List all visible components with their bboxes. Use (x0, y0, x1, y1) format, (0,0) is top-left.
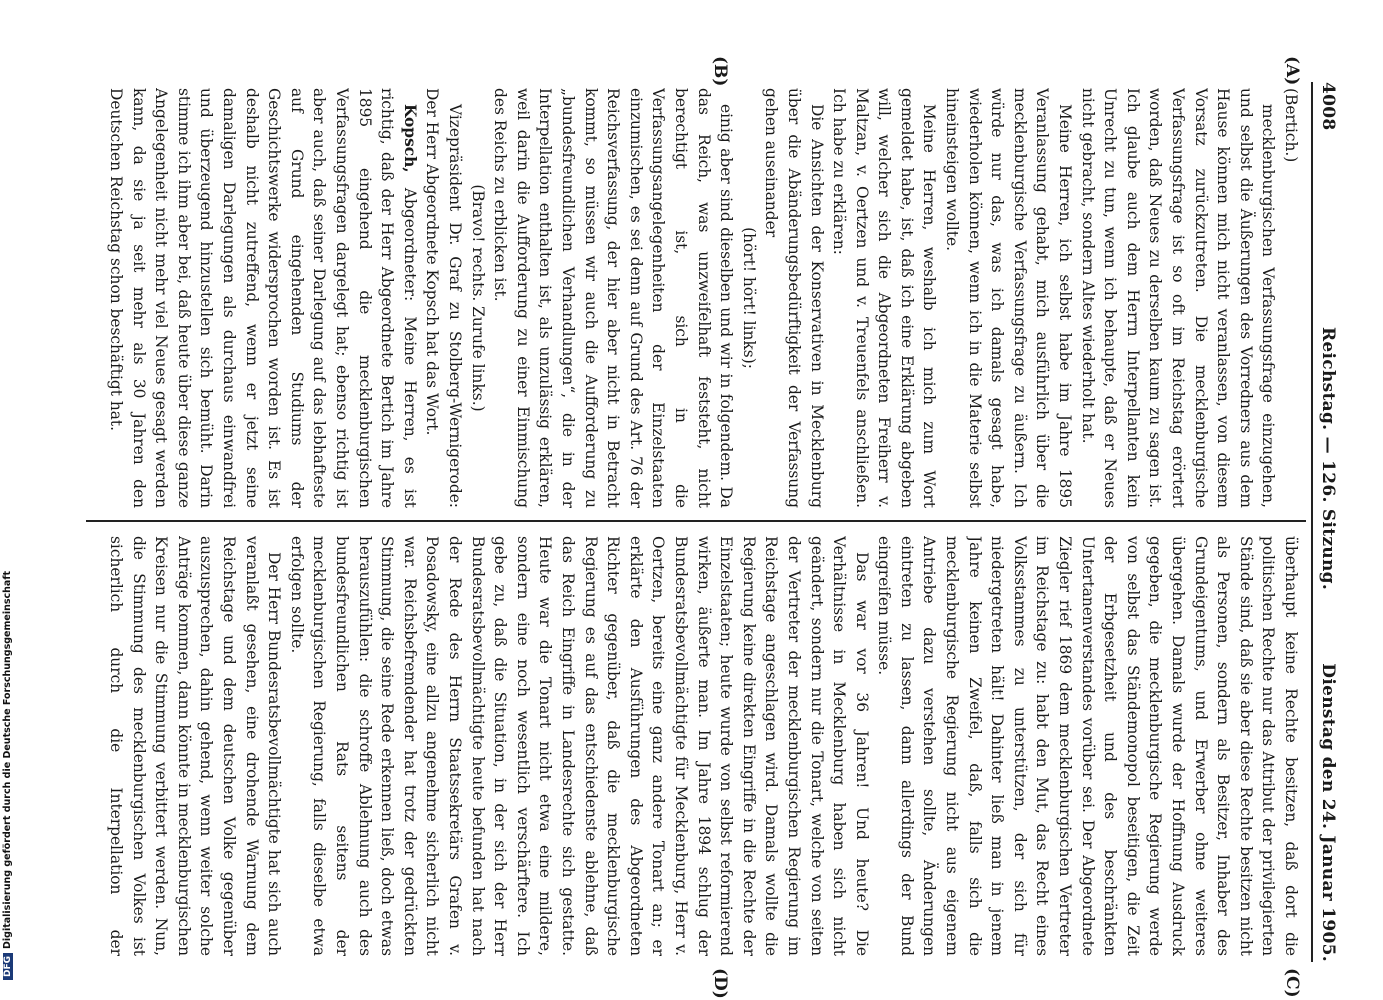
paragraph: Das war vor 36 Jahren! Und heute? Die Verhältnisse in Mecklenburg haben sich nicht geändert, sondern nur die Tonart, welche von seiten der Vertreter der mecklenburgischen Regierung im Reichstage angeschlagen wird. Damals wollte die Regierung keine direkten Eingriffe in die Rechte der Einzelstaaten; heute wurde von selbst reformierend wirken, äußerte man. Im Jahre 1894 schlug der Bundesratsbevollmächtigte für Mecklenburg, Herr v. Oertzen, bereits eine ganz andere Tonart an; er erklärte den Ausführungen des Abgeordneten Richter gegenüber, daß die mecklenburgische Regierung es auf das entschiedenste ablehne, daß das Reich Eingriffe in Landesrechte sich gestatte. Heute war die Tonart nicht etwa eine mildere, sondern eine noch wesentlich verschärftere. Ich gebe zu, daß die Situation, in der sich der Herr Bundesratsbevollmächtigte heute befunden hat nach der Rede des Herrn Staatssekretärs Grafen v. Posadowsky, eine allzu angenehme sicherlich nicht war. Reichsbefremdender hat trotz der gedrückten Stimmung, die seine Rede erkennen ließ, doch etwas herauszufühlen: die schroffe Ablehnung auch des bundesfreundlichen Rats seitens der mecklenburgischen Regierung, falls dieselbe etwa erfolgen sollte. (287, 536, 871, 956)
page-header (1312, 82, 1340, 962)
paragraph: Die Ansichten der Konservativen in Mecklenburg über die Abänderungsbedürftigkeit der Verfassung gehen auseinander (762, 88, 826, 508)
margin-marker-b: (B) (710, 56, 730, 87)
paragraph: Meine Herren, ich selbst habe im Jahre 1895 Veranlassung gehabt, mich ausführlich über die mecklenburgische Verfassungsfrage zu äußern. Ich würde nur das, was ich damals gesagt habe, wiederholen können, wenn ich in die Materie selbst hineinsteigen wollte. (943, 88, 1075, 508)
interjection: (Bravo! rechts. Zurufe links.) (468, 184, 487, 412)
speaker-intro: Vizepräsident Dr. Graf zu Stolberg-Wernigerode: Der Herr Abgeordnete Kopsch hat das Wort. (423, 88, 465, 508)
paragraph: mecklenburgischen Verfassungsfrage einzugehen, und selbst die Äußerungen des Vorredners aus dem Hause können mich nicht veranlassen, von diesem Vorsatz zurückzutreten. Die mecklenburgische Verfassungsfrage ist so oft im Reichstag erörtert worden, daß Neues zu derselben kaum zu sagen ist. Ich glaube auch dem Herrn Interpellanten kein Unrecht zu tun, wenn ich behaupte, daß er Neues nicht gebracht, sondern Altes wiederholt hat. (1078, 88, 1278, 508)
paragraph: Meine Herren, weshalb ich mich zum Wort gemeldet habe, ist, daß ich eine Erklärung abgeben will, welcher sich die Abgeordneten Freiherr v. Maltzan, v. Oertzen und v. Treuenfels anschließen. Ich habe zu erklären: (830, 88, 939, 508)
margin-marker-d: (D) (710, 968, 730, 999)
rotated-document-page (80, 56, 1340, 999)
margin-marker-c: (C) (1282, 968, 1302, 998)
speech-text: Abgeordneter: Meine Herren, es ist richtig, daß der Herr Abgeordnete Bertich im Jahre 1895 eingehend die mecklenburgischen Verfassungsfragen dargelegt hat; ebenso richtig ist aber auch, daß seiner Darlegung auf das lebhafteste auf Grund eingehenden Studiums der Geschichtswerke widersprochen worden ist. Es ist deshalb nicht zutreffend, wenn er jetzt seine damaligen Darlegungen als durchaus einwandfrei und überzeugend hinzustellen sich bemüht. Darin stimme ich ihm aber bei, daß heute über diese ganze Angelegenheit nicht mehr viel Neues gesagt werden kann, da sie ja seit mehr als 30 Jahren den Deutschen Reichstag schon beschäftigt hat. (107, 88, 419, 508)
paragraph: einig aber sind dieselben und wir in folgendem. Da das Reich, was unzweifelhaft feststeht, nicht berechtigt ist, sich in die Verfassungsangelegenheiten der Einzelstaaten einzumischen, es sei denn auf Grund des Art. 76 der Reichsverfassung, der hier aber nicht in Betracht kommt, so müssen wir auch die Aufforderung zu „bundesfreundlichen Verhandlungen“, die in der Interpellation enthalten ist, als unzulässig erklären, weil darin die Aufforderung zu einer Einmischung des Reichs zu erblicken ist. (491, 88, 736, 508)
speaker-name: Kopsch, (400, 104, 419, 173)
dfg-logo: DFG (3, 953, 13, 980)
column-divider (86, 520, 1306, 522)
right-column (102, 536, 1302, 956)
page-number: 4008 (1318, 82, 1338, 131)
digitization-credit (2, 0, 14, 980)
left-column (102, 88, 1302, 508)
continued-speaker: (Bertich.) (1282, 88, 1300, 163)
session-date: Dienstag den 24. Januar 1905. (1318, 663, 1338, 962)
paragraph: überhaupt keine Rechte besitzen, daß dort die politischen Rechte nur das Attribut der privilegierten Stände sind, daß sie aber diese Rechte besitzen nicht als Personen, sondern als Besitzer, Inhaber des Grundeigentums, und Erwerber ohne weiteres übergehen. Damals wurde der Hoffnung Ausdruck gegeben, die mecklenburgische Regierung werde von selbst das Ständemonopol beseitigen, die Zeit der Erbgesetzheit und des beschränkten Untertanenverstandes vorüber sei. Der Abgeordnete Ziegler rief 1869 dem mecklenburgischen Vertreter im Reichstage zu: habt den Mut, das Recht eines Volksstammes zu unterstützen, der sich für niedergetreten hält! Dahinter ließ man in jenem Jahre keinen Zweifel, daß, falls sich die mecklenburgische Regierung nicht aus eigenem Antriebe dazu verstehen sollte, Änderungen eintreten zu lassen, dann allerdings der Bund eingreifen müsse. (875, 536, 1300, 956)
paragraph (102, 88, 105, 508)
header-rule (1311, 82, 1313, 962)
digitization-credit-text: Digitalisierung gefördert durch die Deutsche Forschungsgemeinschaft (2, 571, 13, 949)
paragraph: Der Herr Bundesratsbevollmächtigte hat sich auch veranlaßt gesehen, eine drohende Warnung dem Reichstage und dem deutschen Volke gegenüber auszusprechen, dahin gehend, wenn weiter solche Anträge kommen, dann könnte in mecklenburgischen Kreisen nur die Stimmung verbittert werden. Nun, die Stimmung des mecklenburgischen Volkes ist sicherlich durch die Interpellation der (107, 536, 284, 956)
speech-paragraph (105, 88, 421, 508)
page-title: Reichstag. — 126. Sitzung. (1318, 327, 1338, 591)
margin-marker-a: (A) (1282, 56, 1302, 86)
interjection: (hört! hört! links); (739, 227, 758, 369)
